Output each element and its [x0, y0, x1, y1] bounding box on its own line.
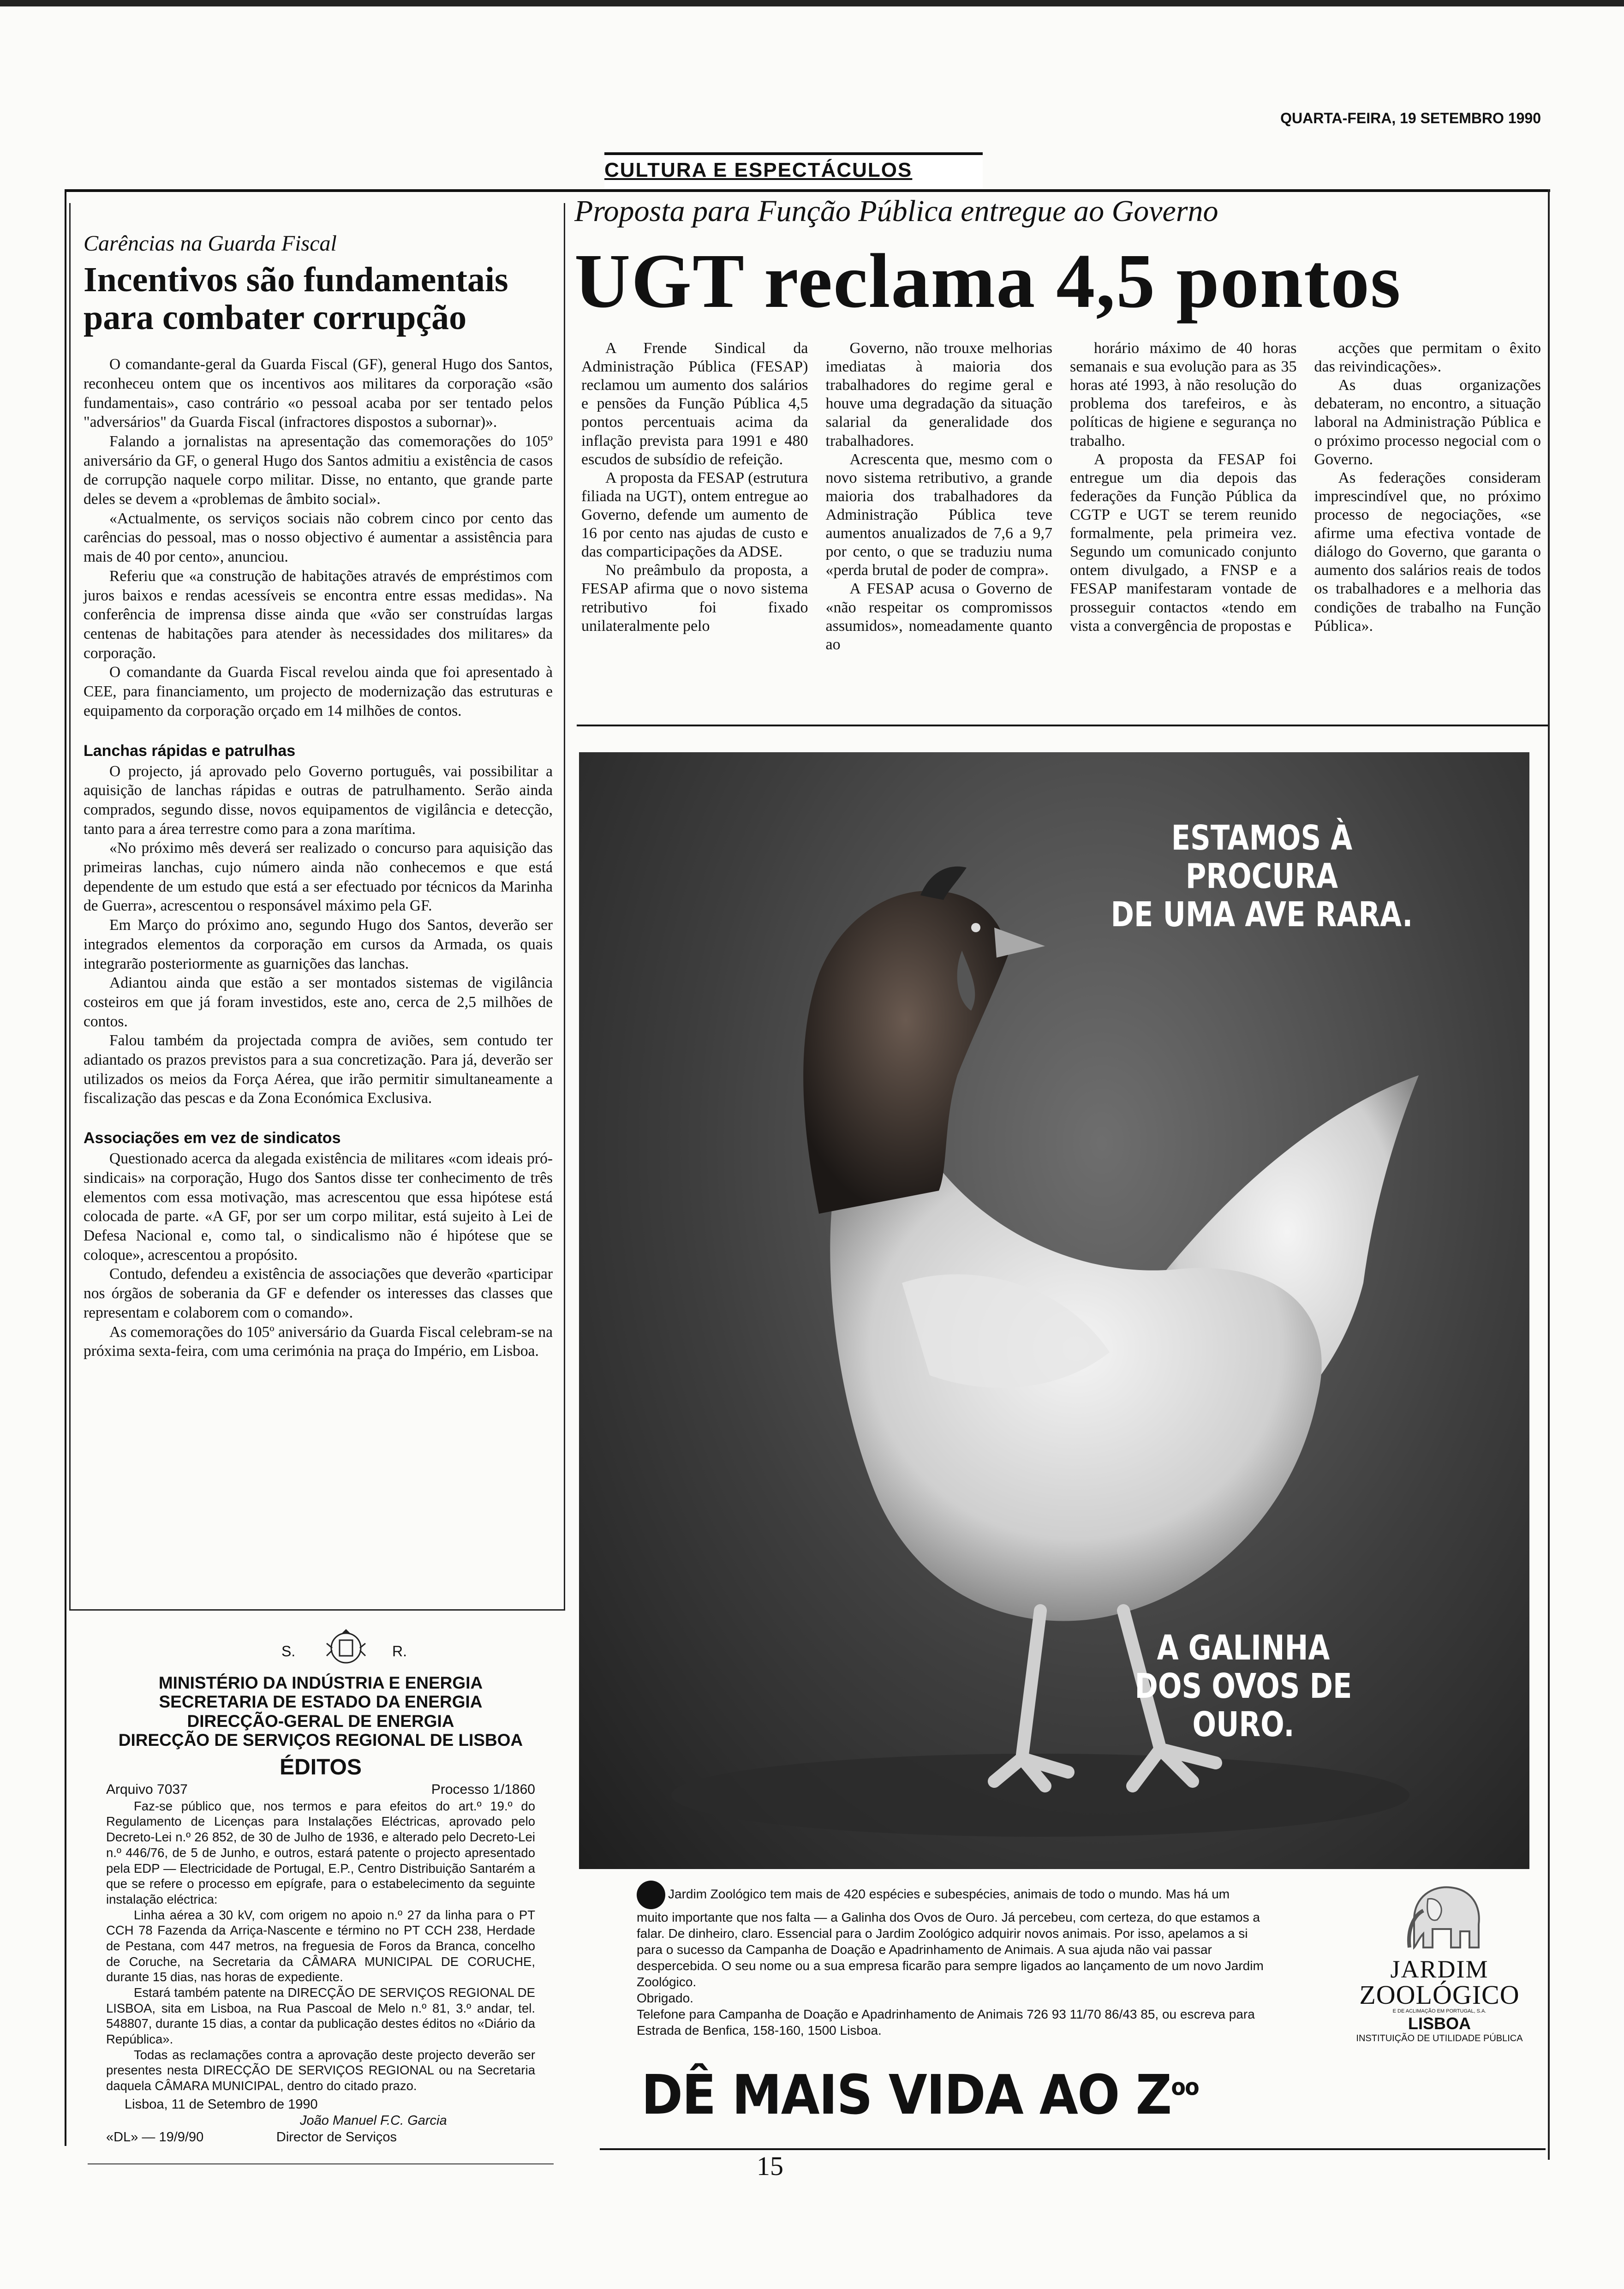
- logo-city: LISBOA: [1408, 2014, 1471, 2033]
- ad-top-line: ESTAMOS À PROCURA: [1171, 818, 1353, 896]
- paragraph: acções que permitam o êxito das reivindicações».: [1314, 340, 1541, 376]
- ugt-article-body: [581, 339, 1541, 654]
- signature-footer: [106, 2129, 535, 2145]
- notice-paragraph: Todas as reclamações contra a aprovação deste projecto deverão ser presentes nesta DIRECÇÃO DE SERVIÇOS REGIONAL ou na Secretaria daquela CÂMARA MUNICIPAL, dentro do citado prazo.: [106, 2047, 535, 2093]
- top-rule: [0, 0, 1624, 6]
- slogan-oo: oo: [1171, 2073, 1199, 2101]
- secretariat-name: SECRETARIA DE ESTADO DA ENERGIA: [159, 1692, 483, 1712]
- process-number: Processo 1/1860: [431, 1781, 535, 1797]
- emblem-letter-s: S.: [281, 1643, 296, 1660]
- notice-emblem-row: [106, 1627, 535, 1673]
- paragraph: Contudo, defendeu a existência de associações que deverão «participar nos órgãos de soberania da GF e defender os interesses das classes que representam e colaborem com o comando».: [84, 1265, 553, 1321]
- logo-line-1: JARDIM: [1390, 1955, 1489, 1983]
- ad-bottom-headline: [1081, 1629, 1406, 1744]
- paragraph: Acrescenta que, mesmo com o novo sistema retributivo, a grande maioria dos trabalhadores da Administração Pública teve aumentos anualizados de 7,6 a 9,7 por cento, o que se traduziu numa «perda brutal de poder de compra».: [825, 450, 1052, 579]
- article-column: [826, 339, 1053, 654]
- regional-service-name: DIRECÇÃO DE SERVIÇOS REGIONAL DE LISBOA: [118, 1731, 523, 1750]
- paragraph: Adiantou ainda que estão a ser montados sistemas de vigilância costeiros em que já foram investidos, este ano, cerca de 2,5 milhões de contos.: [84, 974, 553, 1030]
- notice-signature: [106, 2097, 535, 2145]
- paragraph: Em Março do próximo ano, segundo Hugo dos Santos, deverão ser integrados elementos da corporação em cursos da Armada, os quais integrarão posteriormente as guarnições das lanchas.: [84, 917, 553, 972]
- signatory-role: Director de Serviços: [276, 2129, 397, 2145]
- ad-top-line: DE UMA AVE RARA.: [1111, 894, 1413, 935]
- signatory-name: João Manuel F.C. Garcia: [300, 2113, 447, 2128]
- subheading: Lanchas rápidas e patrulhas: [84, 742, 296, 760]
- subheading: Associações em vez de sindicatos: [84, 1129, 341, 1147]
- frame-top-rule: [65, 189, 1550, 192]
- paragraph: A FESAP acusa o Governo de «não respeitar os compromissos assumidos», nomeadamente quanto ao: [825, 580, 1052, 653]
- directorate-name: DIRECÇÃO-GERAL DE ENERGIA: [187, 1711, 454, 1731]
- paragraph: As federações consideram imprescindível que, no próximo processo de negociações, «se afirme uma efectiva vontade de diálogo do Governo, que garanta o aumento dos salários reais de todos os trabalhadores e a melhoria das condições de trabalho na Função Pública».: [1314, 469, 1541, 635]
- notice-body: [106, 1798, 535, 2094]
- paragraph: Governo, não trouxe melhorias imediatas à maioria dos trabalhadores do regime geral e houve uma degradação da situação salarial da generalidade dos trabalhadores.: [825, 340, 1052, 449]
- notice-paragraph: Estará também patente na DIRECÇÃO DE SERVIÇOS REGIONAL DE LISBOA, sita em Lisboa, na Rua Pascoal de Melo n.º 81, 3.º andar, tel. 548807, durante 15 dias, a contar da publicação destes éditos no «Diário da República».: [106, 1985, 535, 2047]
- notice-paragraph: Linha aérea a 30 kV, com origem no apoio n.º 27 da linha para o PT CCH 78 Fazenda da Arriça-Nascente e término no PT CCH 238, Herdade de Pestana, com 447 metros, na freguesia de Foros da Branca, concelho de Coruche, na Secretaria da CÂMARA MUNICIPAL DE CORUCHE, durante 15 dias, nas horas de expediente.: [106, 1907, 535, 1984]
- frame-left-rule: [65, 189, 66, 2146]
- ministry-name: MINISTÉRIO DA INDÚSTRIA E ENERGIA: [158, 1673, 483, 1692]
- paragraph: A Frende Sindical da Administração Pública (FESAP) reclamou um aumento dos salários e pensões da Função Pública 4,5 pontos percentuais acima da inflação prevista para 1991 e 480 escudos de subsídio de refeição.: [581, 340, 808, 468]
- article-column: [1314, 339, 1541, 654]
- ad-bottom-line: A GALINHA: [1157, 1628, 1330, 1668]
- paragraph: Falou também da projectada compra de aviões, sem contudo ter adiantado os prazos previstos para a sua concretização. Para já, deverão ser utilizados os meios da Força Aérea, que irão permitir simultaneamente a fiscalização das pescas e da Zona Económica Exclusiva.: [84, 1032, 553, 1107]
- paragraph: A proposta da FESAP (estrutura filiada na UGT), ontem entregue ao Governo, defende um aumento de 16 por cento nas ajudas de custo e das comparticipações da ADSE.: [581, 469, 808, 561]
- zoo-ad-copy: [637, 1881, 1264, 2038]
- footer-rule: [600, 2148, 1546, 2150]
- paragraph: As duas organizações debateram, no encontro, a situação laboral na Administração Pública e o próximo processo negocial com o Governo.: [1314, 377, 1541, 468]
- article-bottom-rule: [577, 725, 1548, 726]
- paragraph: Questionado acerca da alegada existência de militares «com ideais pró-sindicais» na corporação, Hugo dos Santos disse ter conhecimento de três elementos com essa motivação, mas acrescentou que essa hipótese está colocada de parte. «A GF, por ser um corpo militar, está sujeito à Lei de Defesa Nacional e, como tal, o sindicalismo não é hipótese que se coloque», acrescentou a propósito.: [84, 1150, 553, 1264]
- notice-paragraph: Faz-se público que, nos termos e para efeitos do art.º 19.º do Regulamento de Licenças para Instalações Eléctricas, aprovado pelo Decreto-Lei n.º 26 852, de 30 de Julho de 1936, e alterado pelo Decreto-Lei n.º 446/76, de 5 de Junho, e outros, estará patente o projecto apresentado pela EDP — Electricidade de Portugal, E.P., Centro Distribuição Santarém a que se refere o processo em epígrafe, para o estabelecimento da seguinte instalação eléctrica:: [106, 1798, 535, 1906]
- ugt-article-subtitle: Proposta para Função Pública entregue ao Governo: [574, 194, 1218, 228]
- paragraph: O comandante-geral da Guarda Fiscal (GF), general Hugo dos Santos, reconheceu ontem que os incentivos aos militares da corporação «são fundamentais», caso contrário «o pessoal acaba por ser tentado pelos "adversários" da Guarda Fiscal (infractores dispostos a subornar)».: [84, 356, 553, 431]
- article-kicker: Carências na Guarda Fiscal: [84, 231, 337, 256]
- paragraph: horário máximo de 40 horas semanais e sua evolução para as 35 horas até 1993, à não resolução do problema dos tarefeiros, e às políticas de higiene e segurança no trabalho.: [1070, 340, 1297, 449]
- ad-thanks: Obrigado.: [637, 1991, 693, 2005]
- paragraph: Falando a jornalistas na apresentação das comemorações do 105º aniversário da GF, o general Hugo dos Santos admitiu a existência de casos de corrupção naquele corpo militar. Disse, no entanto, que grande parte deles se devem a «problemas de âmbito social».: [84, 432, 553, 508]
- zoo-logo: [1347, 1878, 1532, 2054]
- article-column: [1070, 339, 1297, 654]
- paragraph: «No próximo mês deverá ser realizado o concurso para aquisição das primeiras lanchas, cujo número ainda não conhecemos e que está dependente de um estudo que está a ser efectuado por técnicos da Marinha de Guerra», acrescentou o responsável máximo pela GF.: [84, 839, 553, 915]
- o-initial-icon: [637, 1881, 665, 1909]
- coat-of-arms-icon: [323, 1627, 369, 1669]
- paragraph: No preâmbulo da proposta, a FESAP afirma que o novo sistema retributivo foi fixado unilateralmente pelo: [581, 562, 808, 635]
- editos-notice: [88, 1620, 554, 2164]
- archive-number: Arquivo 7037: [106, 1781, 188, 1797]
- paragraph: As comemorações do 105º aniversário da Guarda Fiscal celebram-se na próxima sexta-feira, com uma cerimónia na praça do Império, em Lisboa.: [84, 1323, 553, 1360]
- logo-company: E DE ACLIMAÇÃO EM PORTUGAL, S.A.: [1392, 2008, 1487, 2014]
- emblem-letter-r: R.: [392, 1643, 407, 1660]
- page-date: QUARTA-FEIRA, 19 SETEMBRO 1990: [1280, 110, 1541, 126]
- paragraph: «Actualmente, os serviços sociais não cobrem cinco por cento das carências do pessoal, mas o nosso objectivo é aumentar a assistência para mais de 40 por cento», anunciou.: [84, 509, 553, 566]
- zoo-advertisement-photo: [579, 752, 1529, 1869]
- ad-body: Jardim Zoológico tem mais de 420 espécies e subespécies, animais de todo o mundo. Mas há um muito importante que nos falta — a Galinha dos Ovos de Ouro. Já percebeu, com certeza, do que estamos a falar. De dinheiro, claro. Essencial para o Jardim Zoológico adquirir novos animais. Por isso, apelamos a si para o sucesso da Campanha de Doação e Apadrinhamento de Animais. A sua ajuda não vai passar despercebida. O seu nome ou a sua empresa ficarão para sempre ligados ao lançamento de um novo Jardim Zoológico.: [637, 1887, 1264, 1989]
- article-body: [84, 355, 553, 1361]
- publication-ref: «DL» — 19/9/90: [106, 2129, 204, 2145]
- ugt-article-headline: UGT reclama 4,5 pontos: [574, 238, 1402, 324]
- paragraph: O comandante da Guarda Fiscal revelou ainda que foi apresentado à CEE, para financiamento, um projecto de modernização das estruturas e equipamento da corporação orçado em 14 milhões de contos.: [84, 664, 553, 719]
- ad-slogan: [641, 2063, 1199, 2127]
- frame-right-rule: [1548, 189, 1550, 2160]
- ad-contact: Telefone para Campanha de Doação e Apadrinhamento de Animais 726 93 11/70 86/43 85, ou escreva para Estrada de Benfica, 158-160, 1500 Lisboa.: [637, 2007, 1255, 2037]
- article-column: [581, 339, 808, 654]
- ad-bottom-line: DOS OVOS DE OURO.: [1134, 1666, 1352, 1744]
- section-header: CULTURA E ESPECTÁCULOS: [604, 152, 983, 188]
- notice-title: ÉDITOS: [280, 1755, 362, 1780]
- ad-top-headline: [1099, 819, 1424, 934]
- article-headline: Incentivos são fundamentais para combater corrupção: [84, 260, 508, 337]
- place-date: Lisboa, 11 de Setembro de 1990: [125, 2097, 318, 2112]
- guarda-fiscal-article: [69, 203, 565, 1611]
- paragraph: O projecto, já aprovado pelo Governo português, vai possibilitar a aquisição de lanchas rápidas e outras de patrulhamento. Serão ainda comprados, segundo disse, novos equipamentos de vigilância e detecção, tanto para a área terrestre como para a zona marítima.: [84, 762, 553, 838]
- page-number: 15: [757, 2151, 783, 2181]
- paragraph: A proposta da FESAP foi entregue um dia depois das federações da Função Pública da CGTP e UGT se terem reunido formalmente, pela primeira vez. Segundo um comunicado conjunto ontem divulgado, a FNSP e a FESAP manifestaram vontade de prosseguir contactos «tendo em vista a convergência de propostas e: [1070, 450, 1297, 635]
- elephant-icon: [1396, 1878, 1488, 1957]
- logo-status: INSTITUIÇÃO DE UTILIDADE PÚBLICA: [1356, 2033, 1523, 2043]
- logo-line-2: ZOOLÓGICO: [1359, 1980, 1520, 2010]
- paragraph: Referiu que «a construção de habitações através de empréstimos com juros baixos e rendas acessíveis se encontra entre essas medidas». Na conferência de imprensa disse ainda que «vão ser construídas largas centenas de habitações para atender às necessidades dos militares» da corporação.: [84, 567, 553, 662]
- file-numbers: [106, 1782, 535, 1798]
- slogan-text: DÊ MAIS VIDA AO Z: [641, 2063, 1171, 2127]
